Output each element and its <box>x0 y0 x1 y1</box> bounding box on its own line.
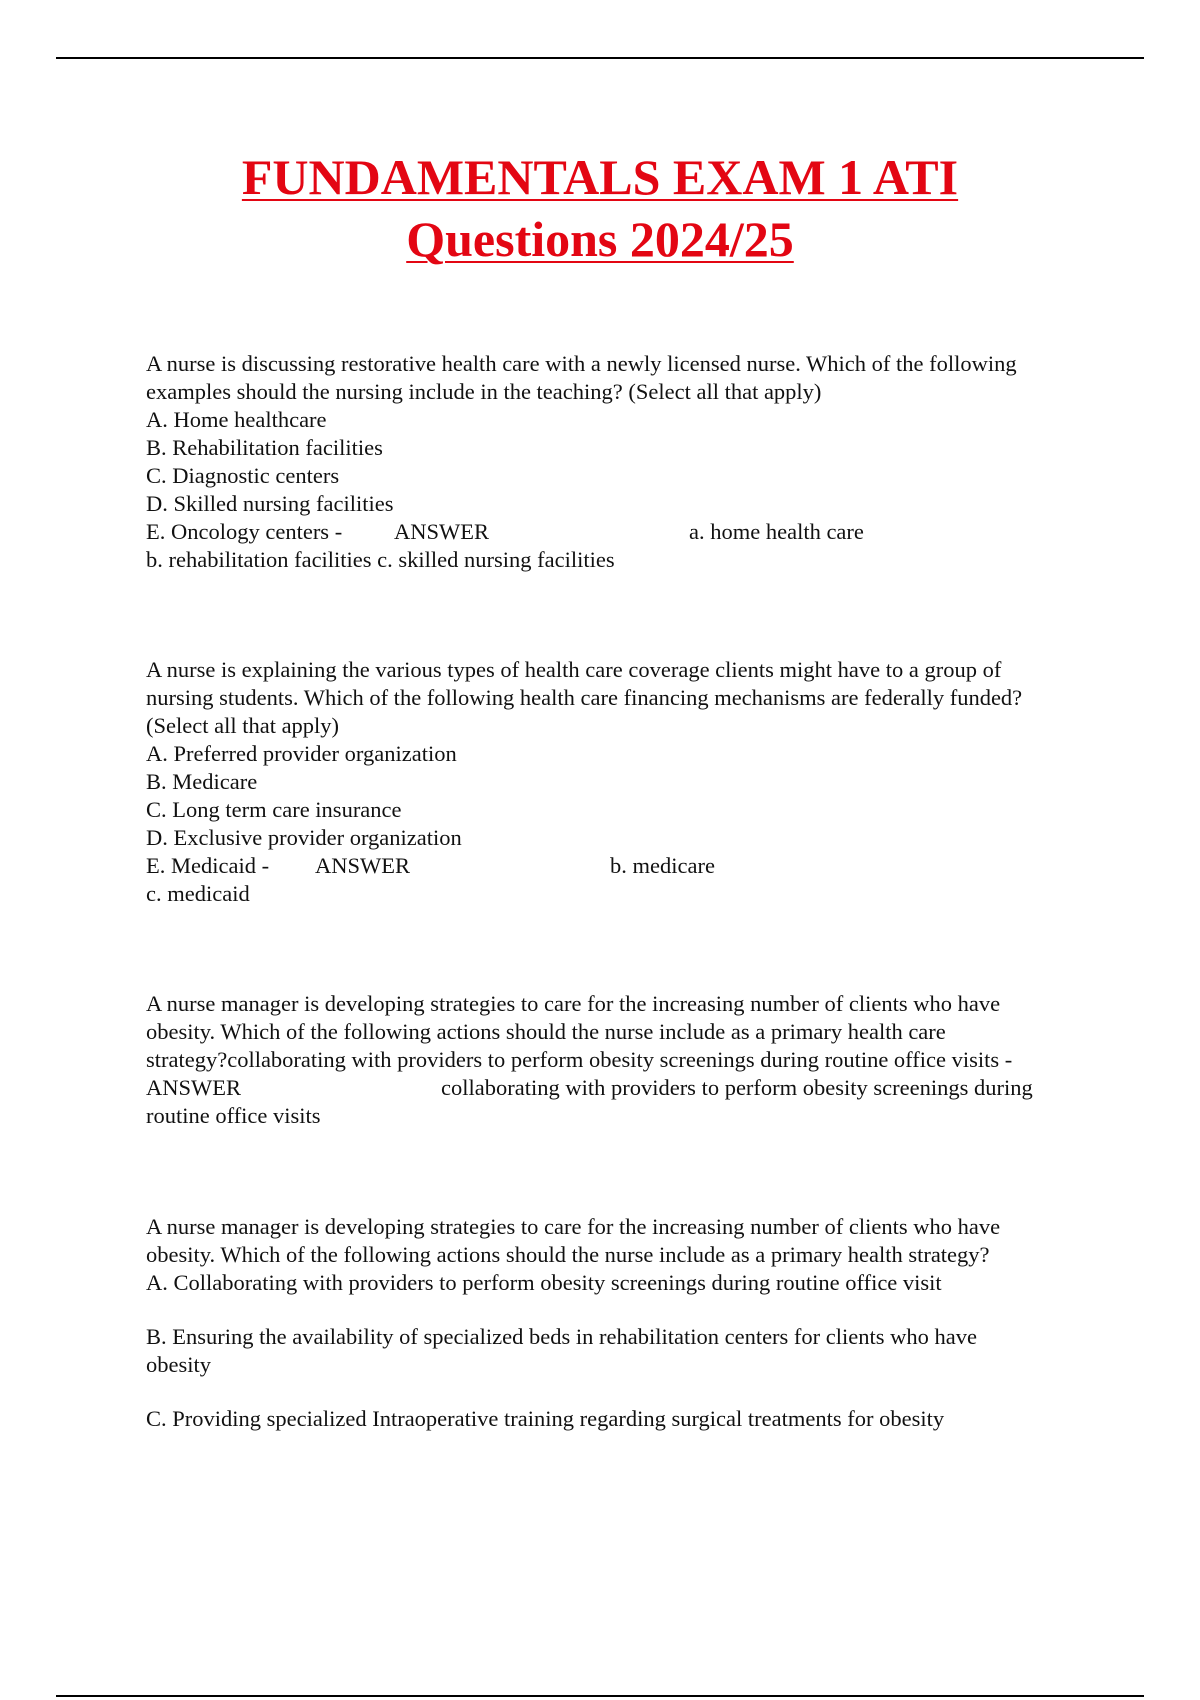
question-2-option-d: D. Exclusive provider organization <box>146 825 462 850</box>
bottom-rule <box>56 1695 1144 1697</box>
question-2-answer-line <box>146 852 1096 880</box>
question-1-option-e: E. Oncology centers - <box>146 519 343 544</box>
question-4-option-b-line-2: obesity <box>146 1352 211 1377</box>
top-rule <box>56 57 1144 59</box>
question-4-option-c: C. Providing specialized Intraoperative training regarding surgical treatments for obesity <box>146 1406 945 1431</box>
question-2-answer-rest: c. medicaid <box>146 881 250 906</box>
question-2-option-a: A. Preferred provider organization <box>146 741 457 766</box>
document-title <box>0 146 1200 270</box>
question-2-answer-label: ANSWER <box>315 853 410 878</box>
question-3 <box>146 990 1096 1130</box>
question-4-stem-line-2: obesity. Which of the following actions should the nurse include as a primary health strategy? <box>146 1242 990 1267</box>
paragraph-gap <box>146 1379 1096 1405</box>
title-line-1: FUNDAMENTALS EXAM 1 ATI <box>241 149 959 205</box>
question-4 <box>146 1213 1096 1433</box>
question-2-answer-first: b. medicare <box>610 853 715 878</box>
question-2 <box>146 656 1096 908</box>
question-1-stem-line-1: A nurse is discussing restorative health care with a newly licensed nurse. Which of the following <box>146 351 1017 376</box>
question-3-stem-line-1: A nurse manager is developing strategies to care for the increasing number of clients who have <box>146 991 1001 1016</box>
question-1-option-a: A. Home healthcare <box>146 407 327 432</box>
title-line-2: Questions 2024/25 <box>406 211 794 267</box>
question-2-stem-line-2: nursing students. Which of the following health care financing mechanisms are federally funded? <box>146 685 1023 710</box>
question-1-answer-line <box>146 518 1096 546</box>
question-3-answer-line <box>146 1074 1096 1102</box>
question-3-stem-line-2: obesity. Which of the following actions should the nurse include as a primary health care <box>146 1019 946 1044</box>
question-4-option-b-line-1: B. Ensuring the availability of specialized beds in rehabilitation centers for clients who have <box>146 1324 977 1349</box>
question-3-answer-label: ANSWER <box>146 1075 241 1100</box>
question-1-answer-first: a. home health care <box>689 519 864 544</box>
question-1-option-c: C. Diagnostic centers <box>146 463 340 488</box>
question-2-option-b: B. Medicare <box>146 769 258 794</box>
question-3-stem-line-3: strategy?collaborating with providers to perform obesity screenings during routine office visits - <box>146 1047 1013 1072</box>
question-1-answer-rest: b. rehabilitation facilities c. skilled nursing facilities <box>146 547 615 572</box>
question-1-option-b: B. Rehabilitation facilities <box>146 435 383 460</box>
question-2-stem-line-1: A nurse is explaining the various types of health care coverage clients might have to a group of <box>146 657 1002 682</box>
question-3-answer-rest: routine office visits <box>146 1103 321 1128</box>
paragraph-gap <box>146 1297 1096 1323</box>
question-1-stem-line-2: examples should the nursing include in the teaching? (Select all that apply) <box>146 379 822 404</box>
question-1-answer-label: ANSWER <box>394 519 489 544</box>
question-4-stem-line-1: A nurse manager is developing strategies to care for the increasing number of clients who have <box>146 1214 1001 1239</box>
question-4-option-a: A. Collaborating with providers to perform obesity screenings during routine office visit <box>146 1270 942 1295</box>
question-3-answer-first: collaborating with providers to perform obesity screenings during <box>441 1075 1033 1100</box>
question-2-option-e: E. Medicaid - <box>146 853 270 878</box>
question-2-stem-line-3: (Select all that apply) <box>146 713 340 738</box>
question-1 <box>146 350 1096 574</box>
question-2-option-c: C. Long term care insurance <box>146 797 402 822</box>
question-1-option-d: D. Skilled nursing facilities <box>146 491 394 516</box>
